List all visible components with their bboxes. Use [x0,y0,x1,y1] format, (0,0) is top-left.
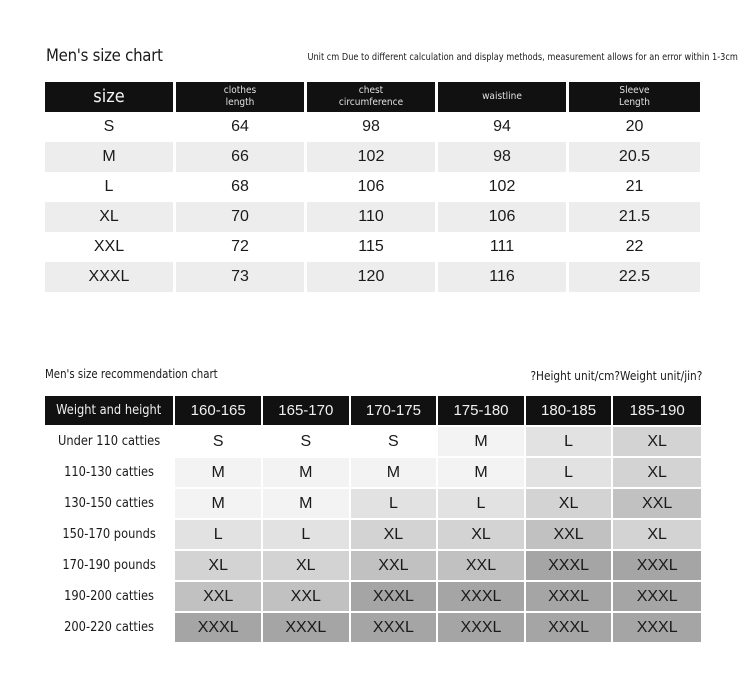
recommendation-chart-title: Men's size recommendation chart [45,367,218,381]
table-row [45,613,701,644]
size-cell: M [263,458,351,489]
table-cell: 110 [307,202,438,232]
size-cell: L [351,489,439,520]
size-cell: XXXL [613,551,701,582]
table-cell: 72 [176,232,307,262]
table-row [45,202,700,232]
table-cell: 73 [176,262,307,292]
size-cell: XL [613,520,701,551]
size-cell: M [351,458,439,489]
size-cell: M [263,489,351,520]
table-row [45,427,701,458]
table-row [45,142,700,172]
weight-label-text: 190-200 catties [64,589,155,604]
table-cell: 66 [176,142,307,172]
weight-label [45,551,175,582]
size-cell: XXXL [526,582,614,613]
size-cell: XXXL [263,613,351,644]
size-cell: XXL [175,582,263,613]
table-cell: 111 [438,232,569,262]
header-size: size [45,82,176,112]
size-cell: XL [351,520,439,551]
weight-label [45,613,175,644]
size-cell: XXXL [526,551,614,582]
height-header: 165-170 [263,396,351,427]
size-cell: S [175,427,263,458]
table-cell: 64 [176,112,307,142]
size-cell: S [351,427,439,458]
size-cell: XXL [526,520,614,551]
table-row [45,232,700,262]
size-cell: M [438,458,526,489]
size-cell: XXL [263,582,351,613]
height-header: 180-185 [526,396,614,427]
table-row [45,582,701,613]
weight-label [45,582,175,613]
weight-label-text: Under 110 catties [58,434,161,449]
size-chart-unit-note: Unit cm Due to different calculation and display methods, measurement allows for an error within 1-3cm [307,52,738,63]
table-row [45,520,701,551]
table-cell: 102 [307,142,438,172]
size-cell: XL [175,551,263,582]
size-cell: XL [613,458,701,489]
weight-label-text: 150-170 pounds [62,527,156,542]
table-cell: 22.5 [569,262,700,292]
table-row [45,112,700,142]
weight-label-text: 130-150 catties [64,496,155,511]
size-cell: XL [526,489,614,520]
size-cell: XXXL [438,613,526,644]
size-cell: XXXL [438,582,526,613]
header-chest-circumference: chest circumference [307,82,438,112]
header-sleeve-length: Sleeve Length [569,82,700,112]
table-cell: 22 [625,238,644,255]
table-row [45,551,701,582]
table-cell: 20 [625,118,644,135]
size-cell: XXL [613,489,701,520]
header-waistline: waistline [438,82,569,112]
size-cell: XL [613,427,701,458]
size-cell: XXL [351,551,439,582]
table-cell: 68 [176,172,307,202]
table-cell: 120 [307,262,438,292]
header-clothes-length: clothes length [176,82,307,112]
size-cell: XXXL [613,582,701,613]
table-row [45,172,700,202]
size-cell: M [175,489,263,520]
size-cell: XXL [438,551,526,582]
size-cell: L [263,520,351,551]
weight-label [45,458,175,489]
size-cell: S [263,427,351,458]
table-cell: XXL [45,232,176,262]
recommendation-header-row [45,396,701,427]
size-cell: XXXL [351,613,439,644]
size-cell: XXXL [613,613,701,644]
size-chart-header-row [45,82,700,112]
size-cell: XL [438,520,526,551]
recommendation-chart-table [45,396,701,644]
size-cell: M [175,458,263,489]
height-header: 175-180 [438,396,526,427]
size-chart-table [45,82,700,292]
table-cell: M [45,142,176,172]
size-cell: XXXL [175,613,263,644]
table-row [45,489,701,520]
table-cell: 21 [625,178,644,195]
table-cell: 116 [438,262,569,292]
size-cell: XXXL [351,582,439,613]
size-chart-title: Men's size chart [46,46,163,66]
table-cell: S [45,112,176,142]
size-cell: L [438,489,526,520]
table-cell: 102 [438,172,569,202]
table-cell: 70 [176,202,307,232]
weight-label-text: 170-190 pounds [62,558,156,573]
table-row [45,458,701,489]
table-cell: L [45,172,176,202]
weight-label [45,427,175,458]
size-cell: L [526,458,614,489]
height-header: 160-165 [175,396,263,427]
height-header: 185-190 [613,396,701,427]
size-cell: L [175,520,263,551]
table-cell: 21.5 [569,202,700,232]
size-cell: XL [263,551,351,582]
size-cell: L [526,427,614,458]
table-cell: XL [45,202,176,232]
table-cell: XXXL [45,262,176,292]
size-cell: XXXL [526,613,614,644]
weight-label-text: 200-220 catties [64,620,155,635]
table-cell: 20.5 [569,142,700,172]
table-cell: 106 [307,172,438,202]
header-weight-and-height: Weight and height [45,396,175,427]
height-header: 170-175 [351,396,439,427]
table-cell: 98 [307,112,438,142]
table-cell: 94 [438,112,569,142]
weight-label [45,489,175,520]
recommendation-chart-unit-note: ?Height unit/cm?Weight unit/jin? [530,369,702,383]
table-cell: 115 [307,232,438,262]
size-cell: M [438,427,526,458]
table-cell: 98 [438,142,569,172]
table-row [45,262,700,292]
table-cell: 106 [438,202,569,232]
weight-label-text: 110-130 catties [64,465,155,480]
weight-label [45,520,175,551]
